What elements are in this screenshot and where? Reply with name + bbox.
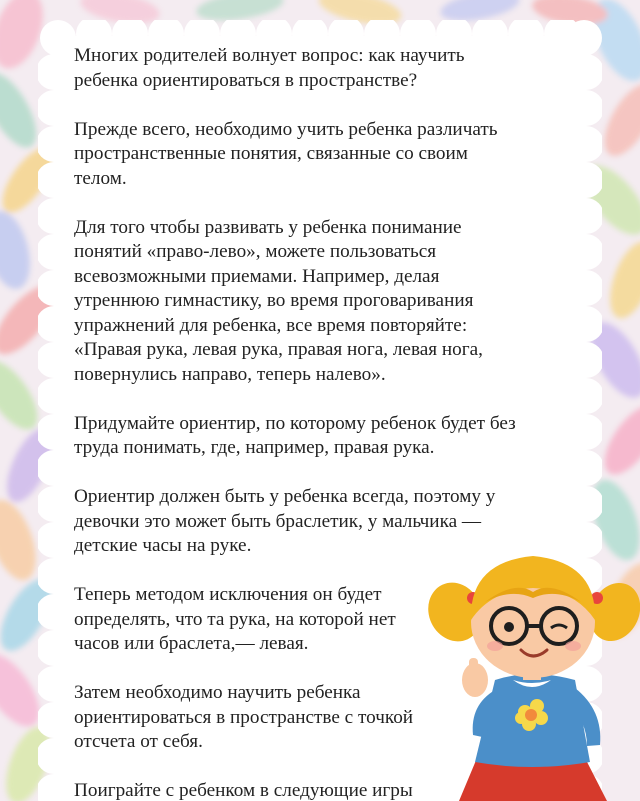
paragraph: Прежде всего, необходимо учить ребенка различать пространственные понятия, связанные со своим телом. bbox=[74, 118, 498, 189]
paragraph: Для того чтобы развивать у ребенка понимание понятий «право-лево», можете пользоваться всевозможными приемами. Например, делая утреннюю гимнастику, во время проговаривания упражнений для ребенка, все время повторяйте: «Правая рука, левая рука, правая нога, левая нога, повернулись направо, теперь налево». bbox=[74, 216, 483, 385]
paragraph: Затем необходимо научить ребенка ориентироваться в пространстве с точкой отсчета от себя. bbox=[74, 682, 414, 752]
paragraph: Теперь методом исключения он будет определять, что та рука, на которой нет часов или браслета,— левая. bbox=[74, 584, 396, 654]
paragraph: Поиграйте с ребенком в следующие игры bbox=[74, 780, 413, 801]
girl-illustration bbox=[425, 540, 640, 801]
paragraph: Ориентир должен быть у ребенка всегда, поэтому у девочки это может быть браслетик, у мальчика — детские часы на руке. bbox=[74, 486, 496, 556]
paragraph: Многих родителей волнует вопрос: как научить ребенка ориентироваться в пространстве? bbox=[74, 45, 465, 91]
paragraph: Придумайте ориентир, по которому ребенок будет без труда понимать, где, например, правая рука. bbox=[74, 412, 516, 458]
